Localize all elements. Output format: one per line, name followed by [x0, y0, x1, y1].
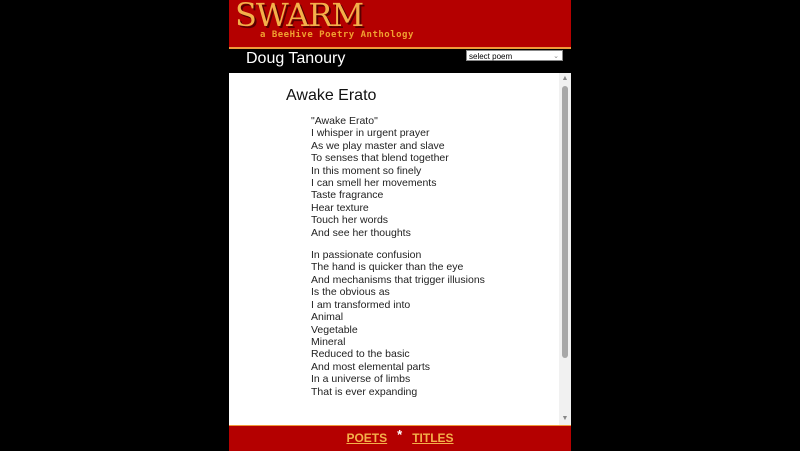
poem-line: I whisper in urgent prayer: [311, 127, 430, 140]
poem-select-value: select poem: [469, 52, 513, 61]
poem-line: Taste fragrance: [311, 189, 384, 202]
poem-line: The hand is quicker than the eye: [311, 261, 464, 274]
site-footer: [229, 425, 571, 451]
titles-link[interactable]: TITLES: [412, 431, 454, 445]
scroll-up-arrow-icon[interactable]: ▲: [561, 75, 569, 82]
poem-line: That is ever expanding: [311, 385, 418, 398]
poem-body: [311, 115, 485, 408]
footer-separator: *: [397, 427, 403, 442]
poem-line: As we play master and slave: [311, 139, 445, 152]
scroll-down-arrow-icon[interactable]: ▼: [561, 415, 569, 422]
site-tagline: a BeeHive Poetry Anthology: [260, 30, 414, 40]
chevron-down-icon: ⌄: [553, 53, 559, 60]
poem-line: Vegetable: [311, 323, 358, 336]
stanza: [311, 115, 485, 239]
poem-line: Hear texture: [311, 201, 369, 214]
page-column: [229, 0, 571, 450]
poem-line: "Awake Erato": [311, 115, 378, 127]
poem-line: And see her thoughts: [311, 226, 411, 239]
scrollbar-thumb[interactable]: [562, 86, 568, 358]
poem-line: In this moment so finely: [311, 164, 422, 177]
poem-select[interactable]: [466, 50, 563, 61]
poem-line: In a universe of limbs: [311, 373, 411, 386]
poet-name: Doug Tanoury: [246, 50, 346, 67]
poem-line: In passionate confusion: [311, 249, 422, 262]
poets-link[interactable]: POETS: [346, 431, 388, 445]
swarm-logo[interactable]: SWARM: [235, 0, 364, 34]
poem-line: And mechanisms that trigger illusions: [311, 273, 485, 286]
poem-content: [229, 73, 571, 425]
poem-title: Awake Erato: [286, 87, 377, 104]
vertical-scrollbar[interactable]: [559, 73, 571, 425]
poem-line: I can smell her movements: [311, 177, 437, 190]
site-header: [229, 0, 571, 47]
poem-line: Is the obvious as: [311, 286, 390, 299]
poem-line: Animal: [311, 311, 344, 324]
poem-line: And most elemental parts: [311, 360, 431, 373]
poem-line: To senses that blend together: [311, 152, 449, 165]
poem-line: I am transformed into: [311, 298, 411, 311]
poet-bar: [229, 49, 571, 72]
poem-line: Mineral: [311, 335, 346, 348]
poem-line: Reduced to the basic: [311, 348, 410, 361]
poem-line: Touch her words: [311, 214, 389, 227]
stanza: [311, 249, 485, 398]
